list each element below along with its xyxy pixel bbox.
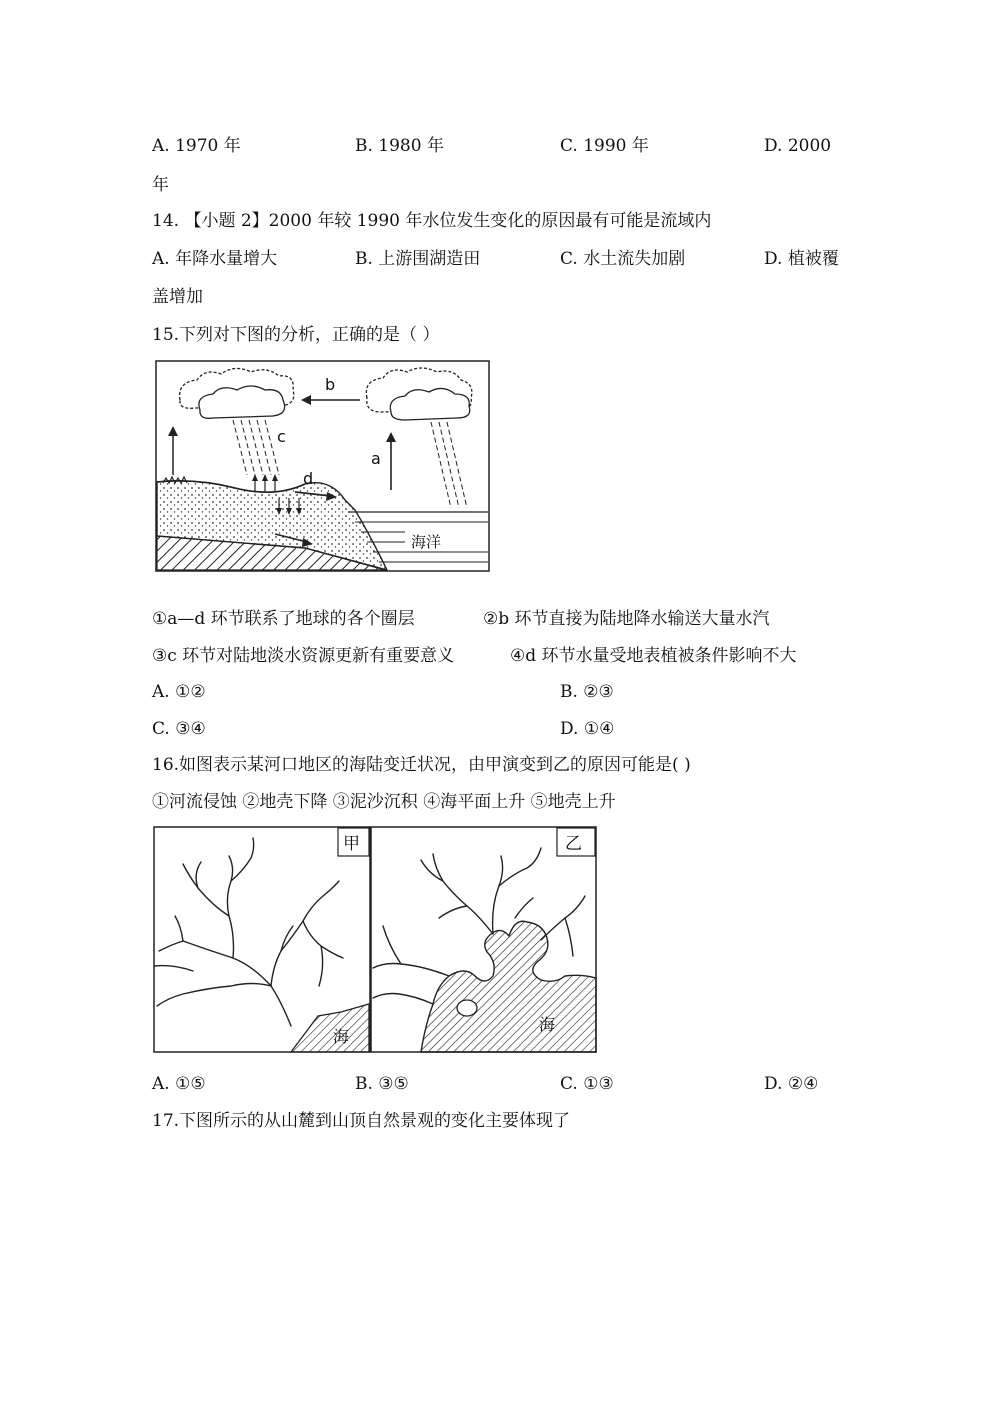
label-d: d bbox=[303, 469, 314, 488]
q13-option-d-wrap: 年 bbox=[152, 175, 169, 195]
q16-option-d: D. ②④ bbox=[764, 1074, 819, 1094]
q16-option-c: C. ①③ bbox=[560, 1074, 614, 1094]
label-a: a bbox=[371, 449, 381, 468]
panel-2-sea-label: 海 bbox=[539, 1015, 556, 1034]
q15-statement-2: ②b 环节直接为陆地降水输送大量水汽 bbox=[483, 609, 770, 629]
q15-statement-1: ①a—d 环节联系了地球的各个圈层 bbox=[152, 609, 415, 629]
q16-option-b: B. ③⑤ bbox=[355, 1074, 409, 1094]
panel-1-label: 甲 bbox=[343, 834, 360, 854]
label-c: c bbox=[277, 427, 286, 446]
q17-stem: 17.下图所示的从山麓到山顶自然景观的变化主要体现了 bbox=[152, 1111, 571, 1131]
q15-option-b: B. ②③ bbox=[560, 682, 614, 702]
q16-option-a: A. ①⑤ bbox=[152, 1074, 206, 1094]
panel-2-label: 乙 bbox=[565, 834, 582, 854]
q14-option-c: C. 水土流失加剧 bbox=[560, 249, 686, 269]
panel-1-sea-label: 海 bbox=[333, 1027, 350, 1046]
q13-option-a: A. 1970 年 bbox=[152, 136, 241, 156]
q15-option-c: C. ③④ bbox=[152, 719, 206, 739]
q15-option-a: A. ①② bbox=[152, 682, 206, 702]
q13-option-b: B. 1980 年 bbox=[355, 136, 444, 156]
label-b: b bbox=[325, 375, 336, 394]
q14-option-d-wrap: 盖增加 bbox=[152, 287, 203, 307]
ocean-label: 海洋 bbox=[411, 533, 442, 551]
q15-statement-3: ③c 环节对陆地淡水资源更新有重要意义 bbox=[152, 646, 455, 666]
q16-choices: ①河流侵蚀 ②地壳下降 ③泥沙沉积 ④海平面上升 ⑤地壳上升 bbox=[152, 792, 616, 812]
q15-stem: 15.下列对下图的分析，正确的是（ ） bbox=[152, 325, 440, 345]
q14-option-b: B. 上游围湖造田 bbox=[355, 249, 481, 269]
q15-option-d: D. ①④ bbox=[560, 719, 615, 739]
q14-stem: 14. 【小题 2】2000 年较 1990 年水位发生变化的原因最有可能是流域内 bbox=[152, 211, 712, 231]
q14-option-a: A. 年降水量增大 bbox=[152, 249, 278, 269]
q16-stem: 16.如图表示某河口地区的海陆变迁状况，由甲演变到乙的原因可能是( ) bbox=[152, 755, 691, 775]
q14-option-d: D. 植被覆 bbox=[764, 249, 839, 269]
water-cycle-figure bbox=[155, 360, 490, 577]
estuary-figure bbox=[153, 826, 598, 1059]
q13-option-d: D. 2000 bbox=[764, 136, 832, 156]
q13-option-c: C. 1990 年 bbox=[560, 136, 649, 156]
q15-statement-4: ④d 环节水量受地表植被条件影响不大 bbox=[510, 646, 797, 666]
